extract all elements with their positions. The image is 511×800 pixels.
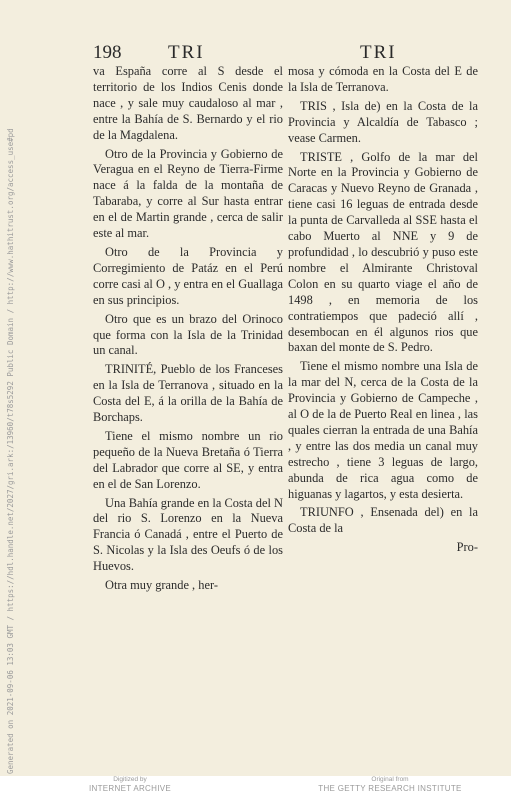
- original-from-credit: [300, 776, 480, 794]
- paragraph: mosa y cómoda en la Costa del E de la Isla de Terranova.: [288, 64, 478, 94]
- digitized-by-label: Digitized by: [113, 776, 147, 783]
- paragraph: Otra muy grande , her-: [105, 578, 218, 593]
- paragraph: Una Bahía grande en la Costa del N del rio S. Lorenzo en la Nueva Francia ó Canadá , entre el Puerto de S. Nicolas y la Isla des Oeufs ó de los Huevos.: [93, 495, 283, 574]
- running-headword-right: TRI: [360, 42, 397, 63]
- getty-label: THE GETTY RESEARCH INSTITUTE: [318, 784, 462, 793]
- paragraph: Tiene el mismo nombre un rio pequeño de la Nueva Bretaña ó Tierra del Labrador que corre al SE, y entra en el de San Lorenzo.: [93, 428, 283, 491]
- paragraph: Otro que es un brazo del Orinoco que forma con la Isla de la Trinidad un canal.: [93, 311, 283, 358]
- generation-stamp: Generated on 2021-09-06 13:03 GMT / https://hdl.handle.net/2027/gri.ark:/13960/t78s5292 Public Domain / http://www.hathitrust.org/access_use#pd: [6, 128, 15, 774]
- right-column: [288, 64, 478, 559]
- left-column: [93, 64, 283, 597]
- original-from-label: Original from: [371, 776, 409, 783]
- internet-archive-label: INTERNET ARCHIVE: [89, 784, 171, 793]
- digitized-by-credit: [60, 776, 200, 794]
- entry-trinite: TRINITÉ, Pueblo de los Franceses en la Isla de Terranova , situado en la Costa del E, á la orilla de la Bahía de Borchaps.: [93, 362, 283, 425]
- running-headword-left: TRI: [168, 42, 205, 63]
- paragraph: va España corre al S desde el territorio de los Indios Cenis donde nace , y sale muy caudaloso al mar , entre la Bahía de S. Bernardo y el rio de la Magdalena.: [93, 64, 283, 142]
- page-number: 198: [93, 42, 122, 63]
- entry-triste: TRISTE , Golfo de la mar del Norte en la Provincia y Gobierno de Caracas y Nuevo Reyno de Granada , tiene casi 16 leguas de entrada desde la punta de Carvalleda al SSE hasta el cabo Muerto al NNE y 9 de profundidad , lo descubrió y puso este nombre el Almirante Christoval Colon en su quarto viage el año de 1498 , en memoria de los contratiempos que padeció allí , desembocan en él algunos rios que baxan del monte de S. Pedro.: [288, 149, 478, 355]
- paragraph: Otro de la Provincia y Corregimiento de Patáz en el Perú corre casi al O , y entra en el Guallaga en sus principios.: [93, 244, 283, 307]
- page-footer: [0, 776, 511, 800]
- paragraph: Tiene el mismo nombre una Isla de la mar del N, cerca de la Costa de la Provincia y Gobierno de Campeche , al O de la de Puerto Real en linea , las quales cierran la entrada de una Bahía , y entre las dos media un canal muy estrecho , tiene 3 leguas de largo, abunda de rica agua como de higuanas y lagartos, y esta desierta.: [288, 359, 478, 501]
- entry-triunfo: TRIUNFO , Ensenada del) en la Costa de la: [288, 505, 478, 536]
- paragraph: Otro de la Provincia y Gobierno de Veragua en el Reyno de Tierra-Firme nace á la falda de la montaña de Tabaraba, y corre al Sur hasta entrar en el de Martin grande , cerca de salir este al mar.: [93, 146, 283, 241]
- entry-tris: TRIS , Isla de) en la Costa de la Provincia y Alcaldía de Tabasco ; vease Carmen.: [288, 98, 478, 145]
- catchword: Pro-: [456, 540, 478, 555]
